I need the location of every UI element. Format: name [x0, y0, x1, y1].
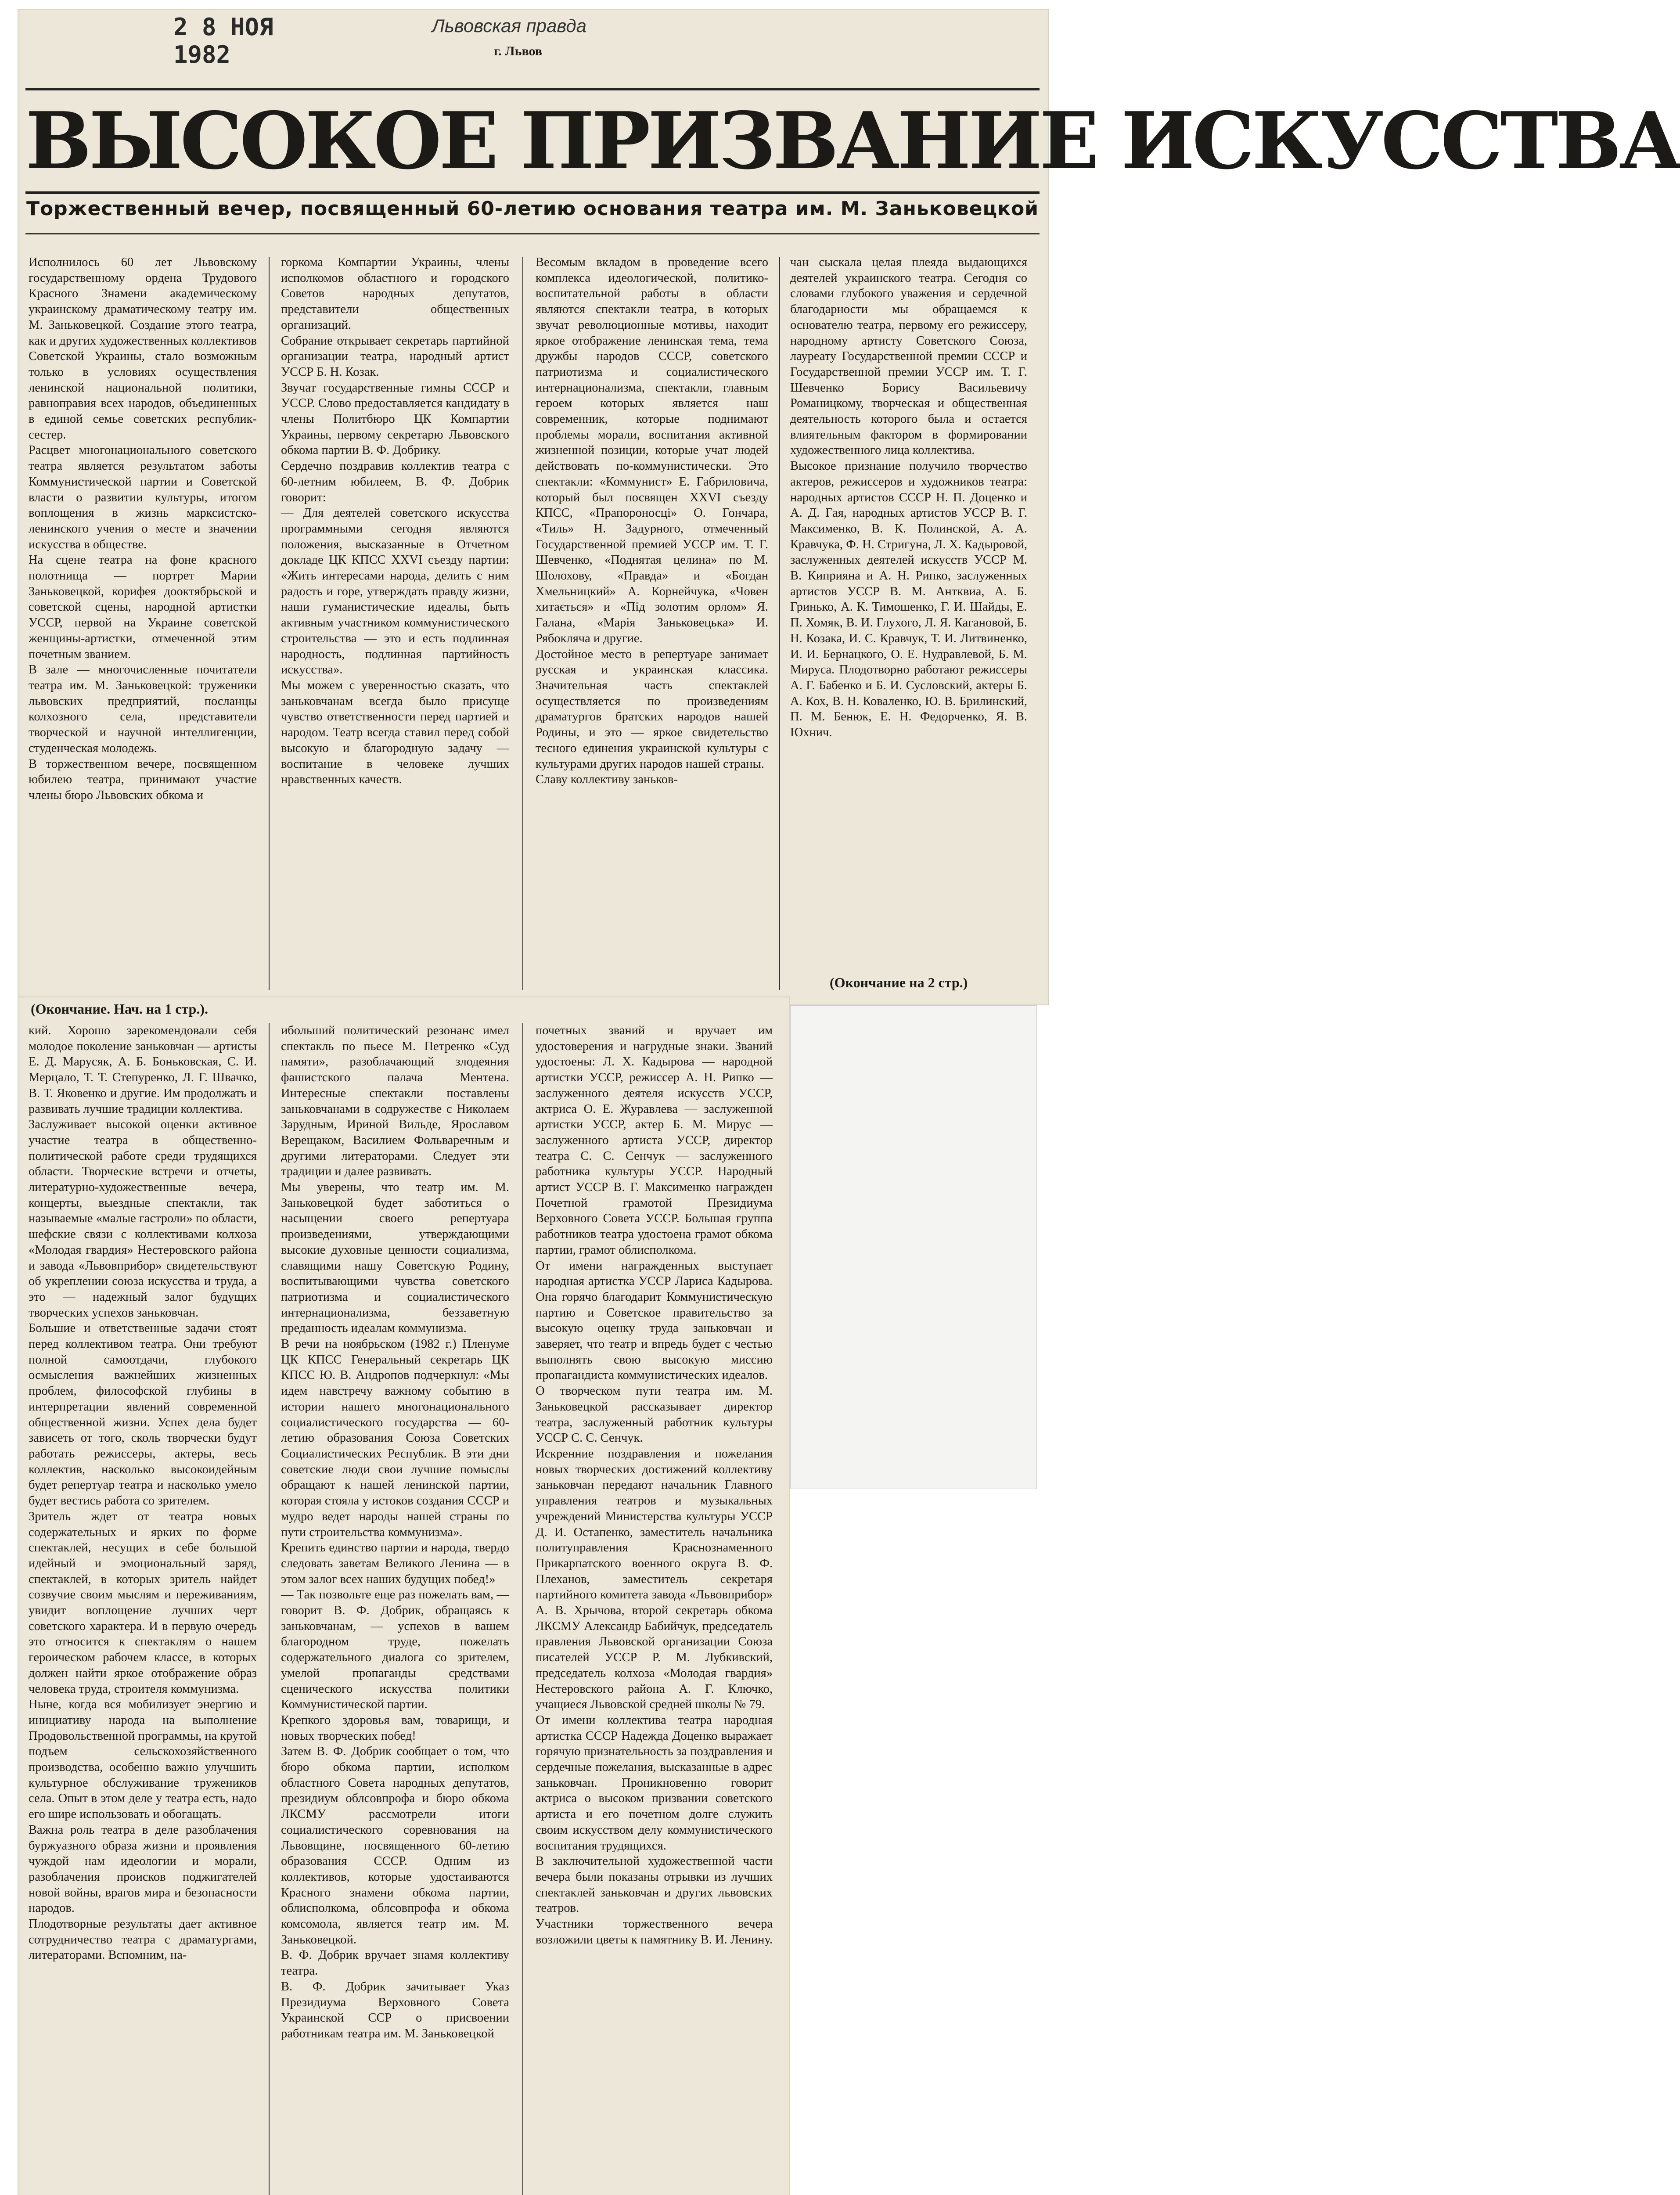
article-column-1: Исполнилось 60 лет Львовскому государственному ордена Трудового Красного Знамени академическому украинскому драматическому театру им. М. Заньковецкой. Создание этого театра, как и других художественных коллективов Советской Украины, стало возможным только в условиях осуществления ленинской национальной политики, равноправия всех народов, объединенных в единой семье советских республик-сестер. Расцвет многонационального советского театра является результатом заботы Коммунистической партии и Советской власти о развитии культуры, итогом воплощения в жизнь марксистско-ленинского учения о месте и значении искусства в обществе. На сцене театра на фоне красного полотнища — портрет Марии Заньковецкой, корифея дооктябрьской и советской сцены, народной артистки УССР, первой на Украине советской женщины-артистки, отмеченной этим почетным званием. В зале — многочисленные почитатели театра им. М. Заньковецкой: труженики львовских предприятий, посланцы колхозного села, представители творческой и научной интеллигенции, студенческая молодежь. В торжественном вечере, посвященном юбилею театра, принимают участие члены бюро Львовских обкома и: [29, 255, 257, 802]
continuation-column-1: кий. Хорошо зарекомендовали себя молодое поколение заньковчан — артисты Е. Д. Марусяк, А. Б. Боньковская, С. И. Мерцало, Т. Т. Степуренко, Л. Г. Швачко, В. Т. Яковенко и другие. Им продолжать и развивать лучшие традиции коллектива. Заслуживает высокой оценки активное участие театра в общественно-политической работе среди трудящихся области. Творческие встречи и отчеты, литературно-художественные вечера, концерты, выездные спектакли, так называемые «малые гастроли» по области, шефские связи с коллективами колхоза «Молодая гвардия» Нестеровского района и завода «Львовприбор» свидетельствуют об укреплении союза искусства и труда, а это — надежный залог будущих творческих успехов заньковчан. Большие и ответственные задачи стоят перед коллективом театра. Они требуют полной самоотдачи, глубокого осмысления важнейших жизненных проблем, философской глубины в интерпретации явлений современной общественной жизни. Успех дела будет зависеть от того, сколь творчески будут работать режиссеры, актеры, весь коллектив, насколько высокоидейным будет репертуар театра и насколько умело будет вестись работа со зрителем. Зритель ждет от театра новых содержательных и ярких по форме спектаклей, несущих в себе большой идейный и эмоциональный заряд, спектаклей, в которых зритель найдет созвучие своим мыслям и переживаниям, увидит воплощение лучших черт советского характера. И в первую очередь это относится к спектаклям о нашем героическом рабочем классе, в которых должен найти яркое отображение образ человека труда, строителя коммунизма. Ныне, когда вся мобилизует энергию и инициативу народа на выполнение Продовольственной программы, на крутой подъем сельскохозяйственного производства, особенно важно улучшить культурное обслуживание тружеников села. Опыт в этом деле у театра есть, надо его шире использовать и обогащать. Важна роль театра в деле разоблачения буржуазного образа жизни и проявления чуждой нам идеологии и морали, разоблачения происков поджигателей новой войны, врагов мира и безопасности народов. Плодотворные результаты дает активное сотрудничество театра с драматургами, литераторами. Вспомним, на-: [29, 1024, 257, 1962]
subheadline: Торжественный вечер, посвященный 60-летию основания театра им. М. Заньковецкой: [25, 198, 1040, 234]
continued-note: (Окончание на 2 стр.): [830, 975, 968, 990]
continuation-column-3: почетных званий и вручает им удостоверения и нагрудные знаки. Званий удостоены: Л. Х. Кадырова — народной артистки УССР, режиссер А. Н. Рипко — заслуженного деятеля искусств УССР, актриса О. Е. Журавлева — заслуженной артистки УССР, актер Б. М. Мирус — заслуженного артиста УССР, директор театра С. С. Сенчук — заслуженного работника культуры УССР. Народный артист УССР В. Г. Максименко награжден Почетной грамотой Президиума Верховного Совета УССР. Большая группа работников театра удостоена грамот обкома партии, грамот облисполкома. От имени награжденных выступает народная артистка УССР Лариса Кадырова. Она горячо благодарит Коммунистическую партию и Советское правительство за высокую оценку труда заньковчан и заверяет, что театр и впредь будет с честью выполнять свою высокую миссию пропагандиста коммунистических идеалов. О творческом пути театра им. М. Заньковецкой рассказывает директор театра, заслуженный работник культуры УССР С. С. Сенчук. Искренние поздравления и пожелания новых творческих достижений коллективу заньковчан передают начальник Главного управления театров и музыкальных учреждений Министерства культуры УССР Д. И. Остапенко, заместитель начальника политуправления Краснознаменного Прикарпатского военного округа В. Ф. Плеханов, заместитель секретаря партийного комитета завода «Львовприбор» А. В. Хрычова, второй секретарь обкома ЛКСМУ Александр Бабийчук, председатель правления Львовской организации Союза писателей УССР Р. М. Лубкивский, председатель колхоза «Молодая гвардия» Нестеровского района А. Г. Ключко, учащиеся Львовской средней школы № 79. От имени коллектива театра народная артистка СССР Надежда Доценко выражает горячую признательность за поздравления и сердечные пожелания, высказанные в адрес заньковчан. Проникновенно говорит актриса о высоком призвании советского артиста и его почетном долге служить своим искусством делу коммунистического воспитания трудящихся. В заключительной художественной части вечера были показаны отрывки из лучших спектаклей заньковчан и других львовских театров. Участники торжественного вечера возложили цветы к памятнику В. И. Ленину.: [536, 1024, 773, 1947]
city-stamp: г. Львов: [494, 44, 542, 58]
column-divider: [269, 1023, 270, 2195]
newspaper-stamp: Львовская правда: [432, 15, 586, 36]
article-column-2: горкома Компартии Украины, члены исполкомов областного и городского Советов народных депутатов, представители общественных организаций. Собрание открывает секретарь партийной организации театра, народный артист УССР Б. Н. Козак. Звучат государственные гимны СССР и УССР. Слово предоставляется кандидату в члены Политбюро ЦК Компартии Украины, первому секретарю Львовского обкома партии В. Ф. Добрику. Сердечно поздравив коллектив театра с 60-летним юбилеем, В. Ф. Добрик говорит: — Для деятелей советского искусства программными сегодня являются положения, высказанные в Отчетном докладе ЦК КПСС XXVI съезду партии: «Жить интересами народа, делить с ним радость и горе, утверждать правду жизни, наши гуманистические идеалы, быть активным участником коммунистического строительства — это и есть подлинная народность, подлинная партийность искусства». Мы можем с уверенностью сказать, что заньковчанам всегда было присуще чувство ответственности перед партией и народом. Театр всегда ставил перед собой высокую и благородную задачу — воспитание в человеке лучших нравственных качеств.: [281, 255, 509, 787]
date-stamp: 2 8 НОЯ 1982: [173, 13, 273, 68]
column-divider: [779, 257, 780, 990]
column-divider: [269, 257, 270, 990]
article-column-3: Весомым вкладом в проведение всего комплекса идеологической, политико-воспитательной работы в области являются спектакли театра, в которых звучат революционные мотивы, находит яркое отображение ленинская тема, тема дружбы народов СССР, советского патриотизма и социалистического интернационализма, спектакли, главным героем которых является наш современник, которые поднимают проблемы морали, воспитания активной жизненной позиции, которые учат людей действовать по-коммунистически. Это спектакли: «Коммунист» Е. Габриловича, который был посвящен XXVI съезду КПСС, «Прапороносці» О. Гончара, «Тиль» Н. Задурного, отмеченный Государственной премией УССР им. Т. Г. Шевченко, «Поднятая целина» по М. Шолохову, «Правда» и «Богдан Хмельницкий» А. Корнейчука, «Човен хитається» и «Під золотим орлом» Я. Галана, «Марія Заньковецька» И. Рябокляча и другие. Достойное место в репертуаре занимает русская и украинская классика. Значительная часть спектаклей осуществляется по произведениям драматургов братских народов нашей Родины, и это — яркое свидетельство тесного единения украинской культуры с культурами других народов нашей страны. Славу коллективу заньков-: [536, 255, 768, 787]
article-column-4: чан сыскала целая плеяда выдающихся деятелей украинского театра. Сегодня со словами глубокого уважения и сердечной благодарности мы обращаемся к основателю театра, первому его режиссеру, народному артисту Советского Союза, лауреату Государственной премии СССР и Государственной премии УССР им. Т. Г. Шевченко Борису Васильевичу Романицкому, творческая и общественная деятельность которого была и остается влиятельным фактором в формировании художественного лица коллектива. Высокое признание получило творчество актеров, режиссеров и художников театра: народных артистов СССР Н. П. Доценко и А. Д. Гая, народных артистов УССР В. Г. Максименко, В. К. Полинской, А. А. Кравчука, Ф. Н. Стригуна, Л. Х. Кадыровой, заслуженных деятелей искусств УССР М. В. Киприяна и А. Н. Рипко, заслуженных артистов УССР В. М. Антквиа, А. Б. Гринько, А. К. Тимошенко, Г. И. Шайды, Е. П. Хомяк, В. И. Глухого, Л. Я. Кагановой, Б. Н. Козака, И. С. Кравчук, Т. И. Литвиненко, И. И. Бернацкого, О. Е. Нудравлевой, Б. М. Мирусa. Плодотворно работают режиссеры А. Г. Бабенко и Б. И. Сусловский, актеры Б. А. Кох, В. Н. Коваленко, Ю. В. Брилинский, П. М. Бенюк, Е. Н. Федорченко, Я. В. Юхнич.: [790, 255, 1027, 740]
continuation-column-2: ибольший политический резонанс имел спектакль по пьесе М. Петренко «Суд памяти», разоблачающий злодеяния фашистского палача Ментена. Интересные спектакли поставлены заньковчанами в содружестве с Николаем Зарудным, Ириной Вильде, Ярославом Верещаком, Василием Фольваречным и другими литераторами. Следует эти традиции и далее развивать. Мы уверены, что театр им. М. Заньковецкой будет заботиться о насыщении своего репертуара произведениями, утверждающими высокие духовные ценности социализма, славящими нашу Советскую Родину, воспитывающими чувства советского патриотизма и социалистического интернационализма, беззаветную преданность идеалам коммунизма. В речи на ноябрьском (1982 г.) Пленуме ЦК КПСС Генеральный секретарь ЦК КПСС Ю. В. Андропов подчеркнул: «Мы идем навстречу важному событию в истории нашего многонационального социалистического государства — 60-летию образования Союза Советских Социалистических Республик. В эти дни советские люди свои лучшие помыслы обращают к нашей ленинской партии, которая стояла у истоков создания СССР и мудро ведет народы нашей страны по пути строительства коммунизма». Крепить единство партии и народа, твердо следовать заветам Великого Ленина — в этом залог всех наших будущих побед!» — Так позвольте еще раз пожелать вам, — говорит В. Ф. Добрик, обращаясь к заньковчанам, — успехов в вашем благородном труде, пожелать содержательного диалога со зрителем, умелой пропаганды средствами сценического искусства политики Коммунистической партии. Крепкого здоровья вам, товарищи, и новых творческих побед! Затем В. Ф. Добрик сообщает о том, что бюро обкома партии, исполком областного Совета народных депутатов, президиум облсовпрофа и бюро обкома ЛКСМУ рассмотрели итоги социалистического соревнования на Львовщине, посвященного 60-летию образования СССР. Одним из коллективов, которые удостаиваются Красного знамени обкома партии, облисполкома, облсовпрофа и обкома комсомола, является театр им. М. Заньковецкой. В. Ф. Добрик вручает знамя коллективу театра. В. Ф. Добрик зачитывает Указ Президиума Верховного Совета Украинской ССР о присвоении работникам театра им. М. Заньковецкой: [281, 1024, 509, 2040]
headline: ВЫСОКОЕ ПРИЗВАНИЕ ИСКУССТВА: [25, 88, 1040, 194]
column-divider: [522, 257, 523, 990]
continuation-note: (Окончание. Нач. на 1 стр.).: [31, 1001, 208, 1017]
backing-sheet: [790, 1005, 1037, 1489]
column-divider: [522, 1023, 523, 2195]
